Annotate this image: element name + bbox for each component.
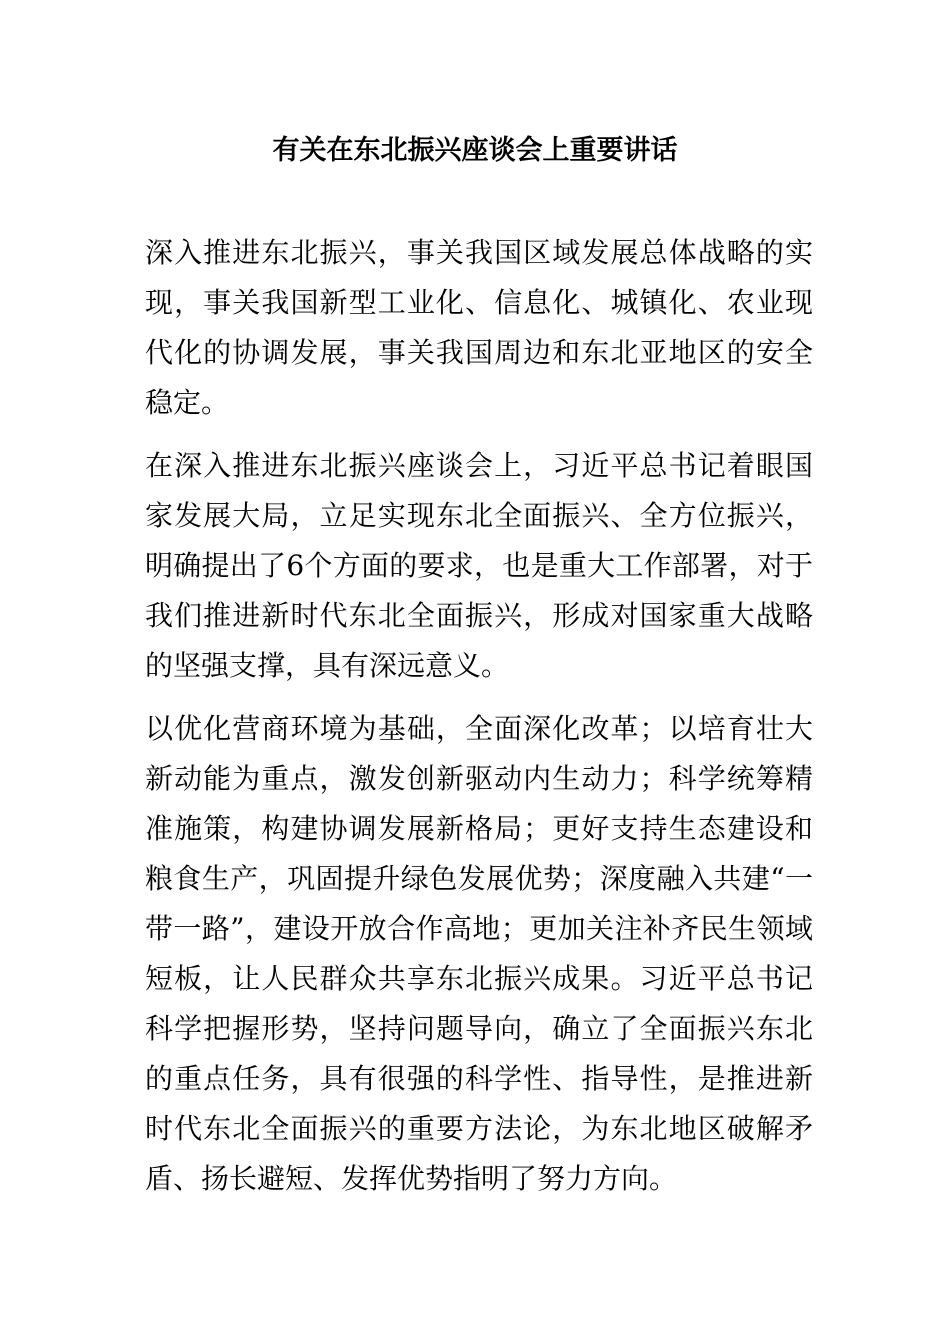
paragraph-2: 在深入推进东北振兴座谈会上，习近平总书记着眼国家发展大局，立足实现东北全面振兴、全方位振兴，明确提出了6个方面的要求，也是重大工作部署，对于我们推进新时代东北全面振兴，形成对国家重大战略的坚强支撑，具有深远意义。 [145,449,813,682]
document-title: 有关在东北振兴座谈会上重要讲话 [272,135,678,166]
document-body [145,228,813,1217]
paragraph-1: 深入推进东北振兴，事关我国区域发展总体战略的实现，事关我国新型工业化、信息化、城镇化、农业现代化的协调发展，事关我国周边和东北亚地区的安全稳定。 [145,236,813,419]
paragraph-3: 以优化营商环境为基础，全面深化改革；以培育壮大新动能为重点，激发创新驱动内生动力；科学统筹精准施策，构建协调发展新格局；更好支持生态建设和粮食生产，巩固提升绿色发展优势；深度融入共建“一带一路”，建设开放合作高地；更加关注补齐民生领域短板，让人民群众共享东北振兴成果。习近平总书记科学把握形势，坚持问题导向，确立了全面振兴东北的重点任务，具有很强的科学性、指导性，是推进新时代东北全面振兴的重要方法论，为东北地区破解矛盾、扬长避短、发挥优势指明了努力方向。 [145,712,813,1195]
